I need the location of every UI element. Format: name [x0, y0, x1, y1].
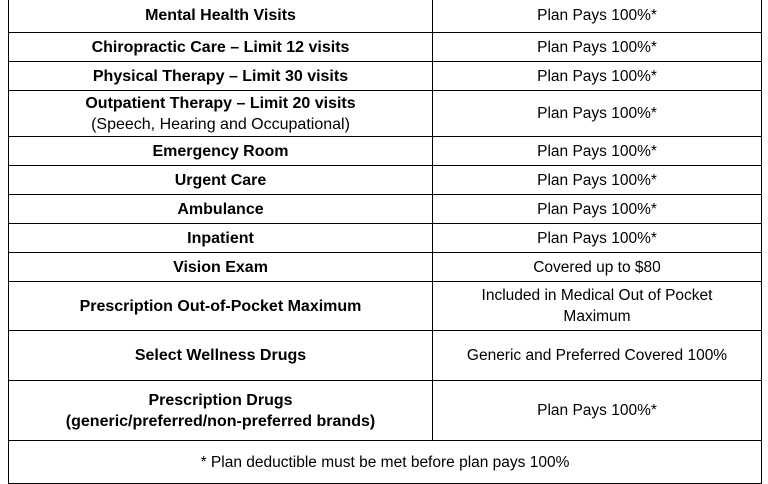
- footnote: * Plan deductible must be met before plan pays 100%: [9, 441, 762, 484]
- table-row: [9, 282, 762, 331]
- footnote-row: [9, 441, 762, 484]
- table-row: [9, 253, 762, 282]
- coverage-line: Maximum: [563, 308, 631, 325]
- table-row: [9, 195, 762, 224]
- coverage-cell: Plan Pays 100%*: [433, 224, 762, 253]
- benefit-cell: Select Wellness Drugs: [9, 331, 433, 381]
- benefit-cell: Urgent Care: [9, 166, 433, 195]
- coverage-line: Included in Medical Out of Pocket: [481, 287, 713, 304]
- coverage-cell: Plan Pays 100%*: [433, 91, 762, 137]
- coverage-cell: Plan Pays 100%*: [433, 0, 762, 33]
- table-row: [9, 62, 762, 91]
- benefit-cell: [9, 381, 433, 441]
- benefit-cell: [9, 91, 433, 137]
- table-row: [9, 224, 762, 253]
- benefit-cell: Emergency Room: [9, 137, 433, 166]
- benefit-cell: Ambulance: [9, 195, 433, 224]
- benefit-cell: Vision Exam: [9, 253, 433, 282]
- benefit-cell: Chiropractic Care – Limit 12 visits: [9, 33, 433, 62]
- benefit-label-line2: (generic/preferred/non-preferred brands): [65, 412, 376, 430]
- coverage-cell: Generic and Preferred Covered 100%: [433, 331, 762, 381]
- benefit-cell: Prescription Out-of-Pocket Maximum: [9, 282, 433, 331]
- coverage-cell: Plan Pays 100%*: [433, 62, 762, 91]
- table-row: [9, 137, 762, 166]
- benefits-sheet: [8, 0, 761, 484]
- table-row: [9, 91, 762, 137]
- table-row: [9, 331, 762, 381]
- coverage-cell: Plan Pays 100%*: [433, 195, 762, 224]
- benefit-label: Prescription Drugs: [148, 391, 293, 409]
- coverage-cell: Covered up to $80: [433, 253, 762, 282]
- benefit-cell: Mental Health Visits: [9, 0, 433, 33]
- benefit-label: Outpatient Therapy – Limit 20 visits: [85, 94, 356, 112]
- table-row: [9, 381, 762, 441]
- benefit-cell: Inpatient: [9, 224, 433, 253]
- benefit-sublabel: (Speech, Hearing and Occupational): [91, 115, 350, 133]
- table-row: [9, 0, 762, 33]
- coverage-cell: Plan Pays 100%*: [433, 33, 762, 62]
- coverage-cell: Plan Pays 100%*: [433, 137, 762, 166]
- coverage-cell: Plan Pays 100%*: [433, 166, 762, 195]
- benefit-cell: Physical Therapy – Limit 30 visits: [9, 62, 433, 91]
- coverage-cell: Plan Pays 100%*: [433, 381, 762, 441]
- benefits-table: [8, 0, 762, 484]
- table-row: [9, 33, 762, 62]
- table-row: [9, 166, 762, 195]
- coverage-cell: [433, 282, 762, 331]
